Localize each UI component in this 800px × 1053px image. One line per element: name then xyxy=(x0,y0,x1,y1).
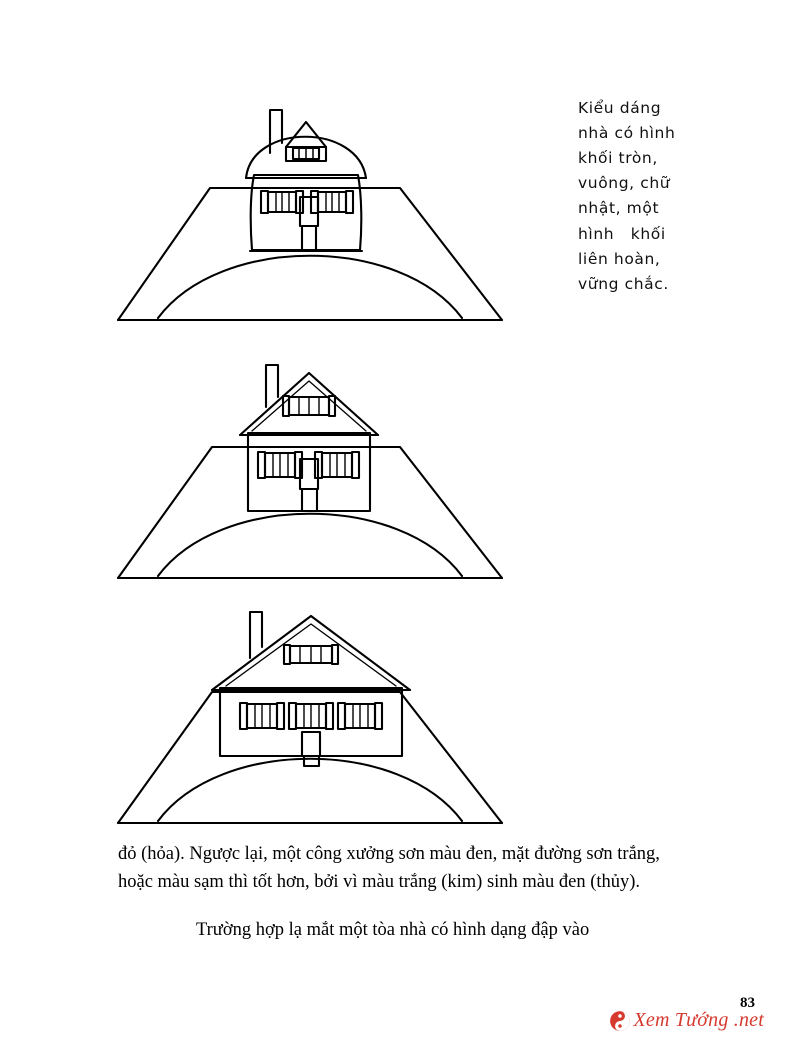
watermark xyxy=(609,1009,764,1032)
side-caption-line: nhà có hình xyxy=(578,124,676,143)
side-caption-line: vuông, chữ xyxy=(578,174,671,193)
page-number: 83 xyxy=(740,995,755,1011)
side-caption-line: vững chắc. xyxy=(578,274,669,293)
body-paragraph-1: đỏ (hỏa). Ngược lại, một công xưởng sơn màu đen, mặt đường sơn trắng, hoặc màu sạm thì tốt hơn, bởi vì màu trắng (kim) sinh màu đen (thủy). xyxy=(118,844,660,893)
body-paragraph-2: Trường hợp lạ mắt một tòa nhà có hình dạng đập vào xyxy=(196,920,590,941)
figure-house-round-roof xyxy=(100,75,520,335)
side-caption-line: khối tròn, xyxy=(578,149,658,168)
side-caption-line: Kiểu dáng xyxy=(578,99,662,117)
side-caption-line: nhật, một xyxy=(578,199,660,218)
side-caption-line: liên hoàn, xyxy=(578,249,661,268)
yin-yang-icon xyxy=(609,1010,631,1032)
side-caption xyxy=(578,96,728,297)
body-text xyxy=(118,840,694,944)
figure-house-wide-gable-roof xyxy=(100,580,520,840)
watermark-text: Xem Tướng .net xyxy=(633,1009,764,1031)
side-caption-line: hình khối xyxy=(578,224,666,243)
figure-house-gable-roof xyxy=(100,335,520,590)
